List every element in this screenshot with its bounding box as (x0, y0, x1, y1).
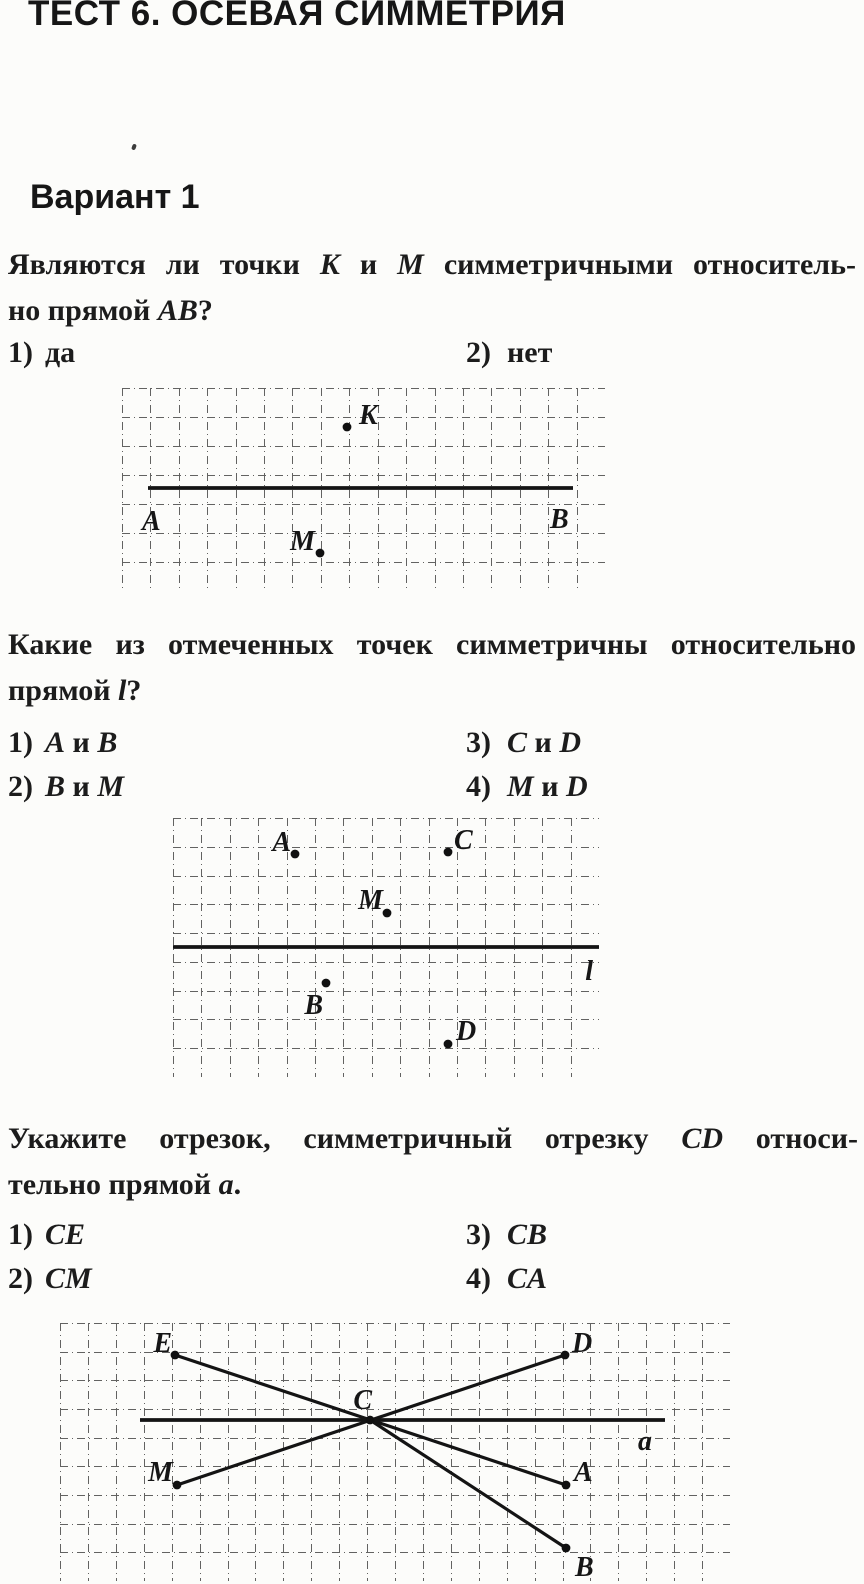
q1-var-ab: AB (157, 294, 198, 327)
q2-option-4-number: 4) (466, 770, 491, 803)
label-K: K (359, 400, 378, 431)
variant-heading: Вариант 1 (30, 178, 200, 216)
q2-t1: прямой (8, 674, 119, 707)
q1-var-m: M (397, 248, 424, 281)
q2-option-4 (466, 770, 588, 804)
q1-t1: и (339, 248, 398, 281)
q3-var-cd: CD (681, 1122, 724, 1155)
q2-t0: Какие из отмеченных точек симметричны относительно (8, 628, 856, 661)
label-C: C (454, 825, 473, 856)
q3-option-1-label: CE (45, 1218, 86, 1251)
label-D: D (572, 1328, 593, 1359)
question-1-text (8, 242, 856, 334)
q1-option-1 (8, 336, 75, 370)
label-M: M (290, 526, 315, 557)
q2-t2: ? (126, 674, 142, 707)
label-A: A (272, 827, 291, 858)
q1-option-2 (466, 336, 552, 370)
q3-option-3-number: 3) (466, 1218, 491, 1251)
q2-option-2 (8, 770, 124, 804)
q1-option-1-label: да (45, 336, 76, 369)
question-2-line-2 (8, 668, 856, 714)
q3-option-2-number: 2) (8, 1262, 33, 1295)
label-A: A (574, 1457, 593, 1488)
q2-option-1-b: B (97, 726, 118, 759)
point-labels (140, 400, 569, 557)
q2-option-2-b: M (97, 770, 124, 803)
q2-option-3-mid: и (527, 726, 560, 759)
label-B: B (550, 504, 569, 535)
question-1-line-2 (8, 288, 856, 334)
q3-option-4-label: CA (507, 1262, 548, 1295)
q1-option-1-number: 1) (8, 336, 33, 369)
q1-var-k: K (319, 248, 340, 281)
q2-option-2-number: 2) (8, 770, 33, 803)
figure-symmetry-a (60, 1323, 730, 1581)
label-D: D (456, 1016, 477, 1047)
q3-option-2 (8, 1262, 92, 1296)
question-3-line-1 (8, 1116, 858, 1162)
q2-option-4-mid: и (533, 770, 566, 803)
point-labels (147, 1328, 652, 1581)
q1-t4: ? (197, 294, 213, 327)
page-title: ТЕСТ 6. ОСЕВАЯ СИММЕТРИЯ (28, 0, 566, 33)
question-3-line-2 (8, 1162, 858, 1208)
q2-option-1-mid: и (65, 726, 98, 759)
q2-option-3-b: D (559, 726, 581, 759)
figure-symmetry-l (173, 818, 599, 1077)
q3-var-a: a (218, 1168, 234, 1201)
q3-option-1 (8, 1218, 85, 1252)
label-a: a (638, 1426, 652, 1457)
q3-t0: Укажите отрезок, симметричный отрезку (8, 1122, 682, 1155)
label-B: B (304, 990, 323, 1021)
q2-var-l: l (118, 674, 127, 707)
q1-option-2-label: нет (507, 336, 553, 369)
label-C: C (353, 1385, 372, 1416)
segments (175, 1355, 566, 1548)
label-B: B (575, 1552, 594, 1581)
q3-option-2-label: CM (45, 1262, 92, 1295)
q2-option-1-number: 1) (8, 726, 33, 759)
q3-t2: тельно прямой (8, 1168, 219, 1201)
diagram-axis-l (173, 818, 599, 1077)
q2-option-3-a: C (507, 726, 528, 759)
q3-option-4-number: 4) (466, 1262, 491, 1295)
q2-option-1-a: A (45, 726, 66, 759)
diagram-axis-AB (122, 388, 605, 591)
q2-option-2-mid: и (65, 770, 98, 803)
q2-option-3-number: 3) (466, 726, 491, 759)
q2-option-4-a: M (507, 770, 534, 803)
q3-option-4 (466, 1262, 547, 1296)
diagram-axis-a (60, 1323, 730, 1581)
point-labels (270, 825, 593, 1047)
question-1-line-1 (8, 242, 856, 288)
q2-option-3 (466, 726, 581, 760)
q2-option-4-b: D (565, 770, 588, 803)
label-M: M (358, 885, 383, 916)
q1-option-2-number: 2) (466, 336, 491, 369)
label-M: M (148, 1457, 173, 1488)
question-2-text (8, 622, 856, 714)
q3-option-3-label: CB (507, 1218, 548, 1251)
label-l: l (585, 956, 593, 987)
q3-option-3 (466, 1218, 547, 1252)
scan-speck (131, 143, 137, 150)
label-A: A (142, 506, 161, 537)
q2-option-1 (8, 726, 117, 760)
grid-lines (60, 1323, 730, 1581)
q3-option-1-number: 1) (8, 1218, 33, 1251)
question-3-text (8, 1116, 858, 1208)
q3-t3: . (233, 1168, 242, 1201)
label-E: E (153, 1328, 172, 1359)
q1-t2: симметричными относитель- (423, 248, 856, 281)
q1-t3: но прямой (8, 294, 158, 327)
figure-symmetry-ab (122, 388, 605, 591)
question-2-line-1 (8, 622, 856, 668)
points (316, 423, 352, 558)
q2-option-2-a: B (45, 770, 66, 803)
q1-t0: Являются ли точки (8, 248, 320, 281)
q3-t1: относи- (723, 1122, 859, 1155)
